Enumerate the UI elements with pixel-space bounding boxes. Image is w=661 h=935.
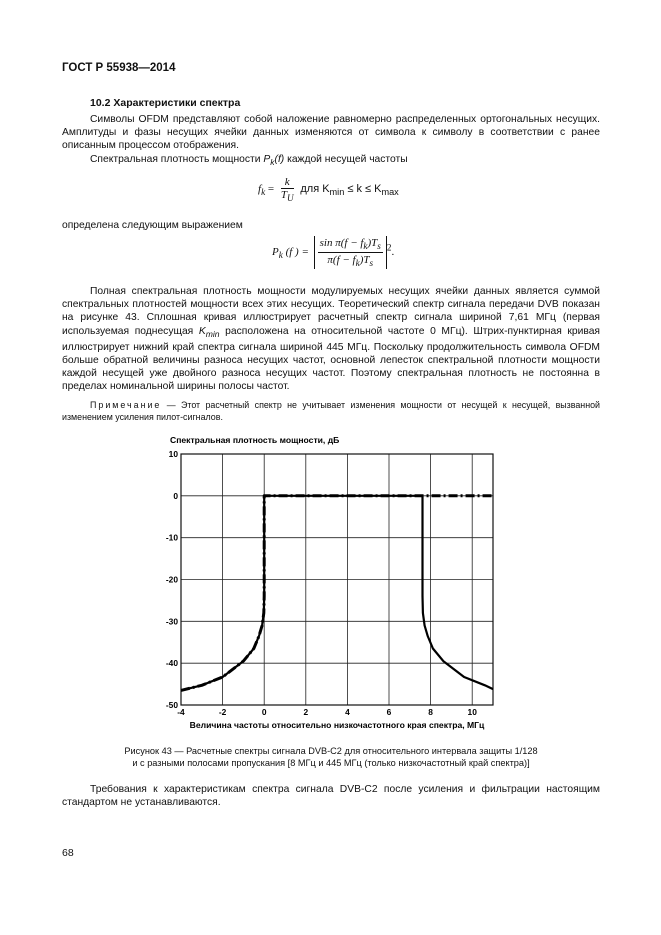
- formula-psd: $P_k$ (f ) = $\frac{\sin \pi(f - f_k)T_s}{\pi(f - f_k)T_s}$ $^2$.: [272, 237, 395, 269]
- y-tick-label: -50: [165, 700, 178, 710]
- figure-caption-line-1: Рисунок 43 — Расчетные спектры сигнала DVB-C2 для относительного интервала защиты 1/128: [124, 746, 538, 756]
- paragraph-3-text: определена следующим выражением: [62, 220, 243, 231]
- paragraph-final-text: Требования к характеристикам спектра сигнала DVB-C2 после усиления и фильтрации настоящим стандартом не устанавливаются.: [62, 784, 600, 809]
- paragraph-4-part-a: Полная спектральная плотность мощности модулируемых несущих ячейки данных является суммой спектральных плотностей мощности всех этих несущих. Теоретический спектр сигнала передачи DVB показан на рисунке 43. Сплошная кривая иллюстрирует расчетный спектр сигнала шириной 7,61 МГц (первая используемая поднесущая: [62, 286, 600, 337]
- paragraph-final: [62, 783, 600, 809]
- x-tick-label: 0: [261, 707, 267, 717]
- paragraph-4: [62, 285, 600, 394]
- y-tick-label: -20: [165, 574, 178, 585]
- paragraph-2-post: каждой несущей частоты: [284, 154, 408, 165]
- paragraph-3: [62, 219, 600, 232]
- x-tick-label: -4: [177, 707, 185, 717]
- series-dash-dot-line: [181, 496, 493, 691]
- x-tick-label: 2: [303, 707, 309, 717]
- note-label: Примечание: [90, 400, 162, 410]
- figure-caption-line-2: и с разными полосами пропускания [8 МГц и 445 МГц (только низкочастотный край спектра)]: [132, 758, 530, 768]
- x-axis-ticks: [177, 707, 477, 717]
- y-tick-label: -40: [165, 658, 178, 669]
- pk-symbol: $P_k(f)$: [263, 154, 285, 168]
- x-tick-label: 4: [345, 707, 350, 717]
- paragraph-4-part-b: расположена на относительной частоте 0 МГц). Штрих-пунктирная кривая иллюстрирует нижний край спектра сигнала шириной 445 МГц. Поскольку продолжительность символа OFDM больше обратной величины разноса несущих частот, основной лепесток спектральной плотности мощности каждой несущей уже двойного разноса несущих частот. Поэтому спектральная плотность не постоянна в пределах номинальной ширины полосы частот.: [62, 325, 601, 393]
- paragraph-1-text: Символы OFDM представляют собой наложение равномерно распределенных ортогональных несущих. Амплитуды и фазы несущих ячейки данных изменяются от символа к символу в соответствии с ранее описанным процессом отображения.: [62, 114, 600, 152]
- paragraph-2: [62, 153, 600, 169]
- chart-grid: [181, 454, 493, 705]
- page-number: 68: [62, 847, 74, 859]
- note-text: — Этот расчетный спектр не учитывает изменения мощности от несущей к несущей, вызванной изменением усиления пилот-сигналов.: [62, 400, 600, 422]
- x-tick-label: 6: [386, 707, 392, 717]
- paragraph-2-pre: Спектральная плотность мощности: [90, 154, 264, 165]
- document-header: ГОСТ Р 55938—2014: [62, 62, 176, 74]
- x-tick-label: 10: [467, 707, 477, 717]
- x-axis-label: Величина частоты относительно низкочастотного края спектра, МГц: [189, 720, 485, 730]
- y-tick-label: -10: [165, 532, 178, 543]
- series-solid-line: [181, 496, 493, 691]
- x-tick-label: -2: [218, 707, 227, 717]
- paragraph-1: [62, 113, 600, 153]
- chart-title: Спектральная плотность мощности, дБ: [170, 435, 340, 445]
- y-axis-ticks: [166, 449, 178, 710]
- section-title: 10.2 Характеристики спектра: [90, 97, 241, 109]
- y-tick-label: 0: [173, 490, 178, 501]
- formula-frequency: $f_k$ = $\frac{k}{T_U}$ для $K_{min} \le k \le K_{max}$: [258, 176, 399, 204]
- spectrum-chart: [140, 430, 520, 740]
- x-tick-label: 8: [428, 707, 433, 717]
- note: [62, 399, 600, 423]
- kmin-symbol: $K_{min}$: [198, 325, 220, 339]
- y-tick-label: 10: [168, 449, 178, 459]
- chart-series: [181, 496, 493, 691]
- power-two: 2: [386, 242, 392, 253]
- y-tick-label: -30: [165, 616, 178, 627]
- figure-caption: [62, 745, 600, 769]
